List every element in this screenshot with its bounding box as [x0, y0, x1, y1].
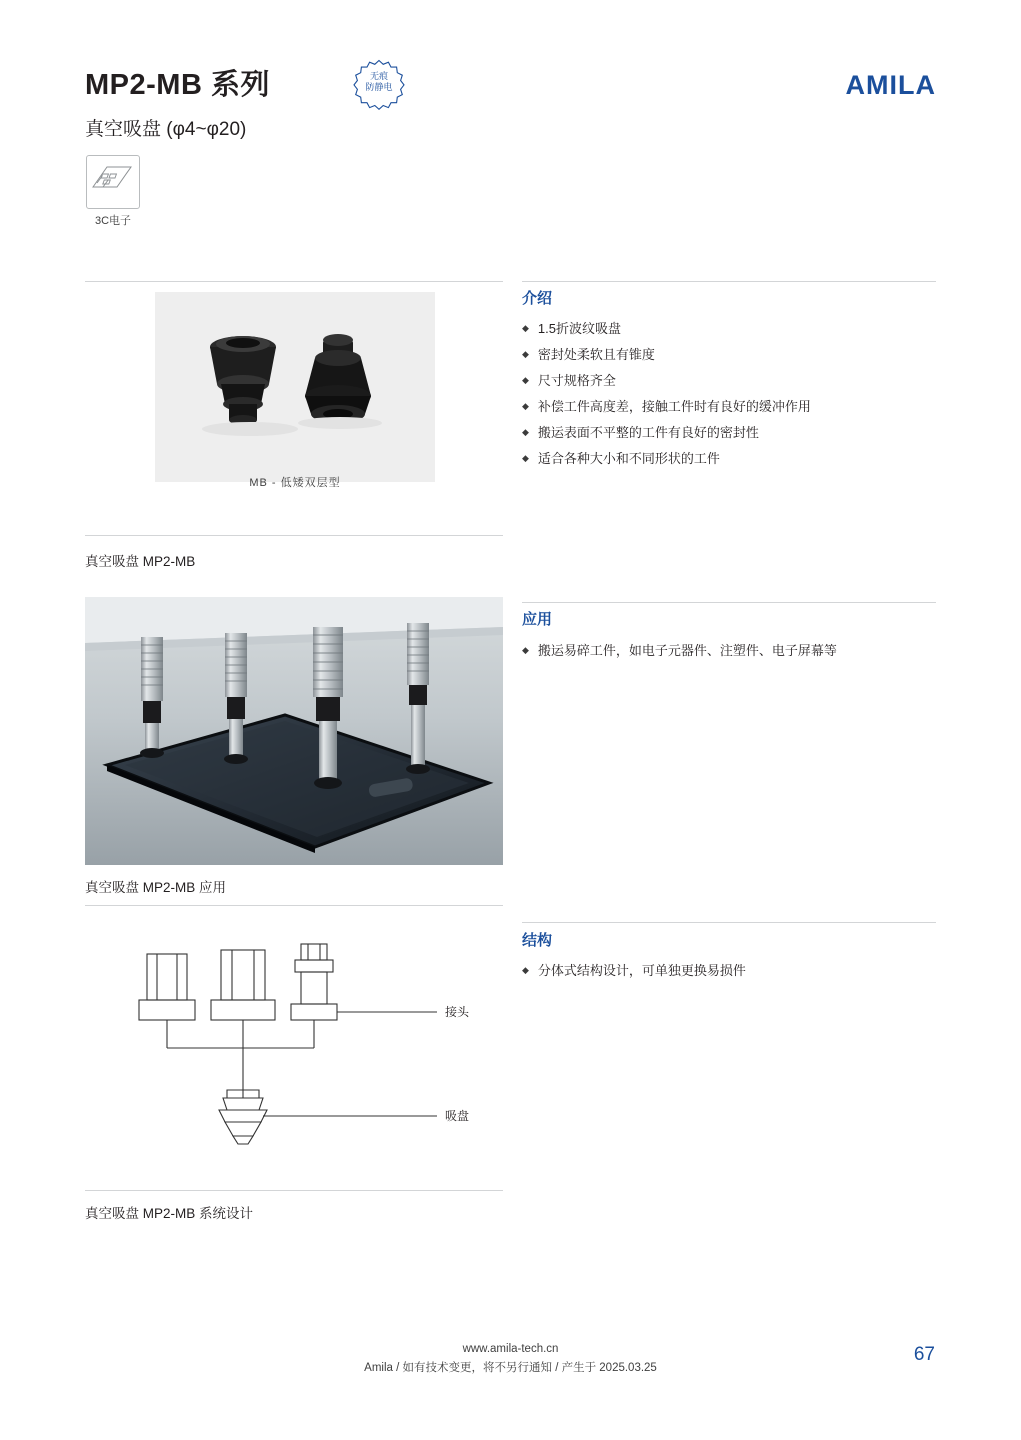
bullet-diamond-icon: ◆ [522, 323, 529, 333]
list-item-label: 搬运易碎工件，如电子元器件、注塑件、电子屏幕等 [537, 643, 837, 658]
bullet-diamond-icon: ◆ [522, 349, 529, 359]
section-list-application [522, 642, 942, 668]
footer-website: www.amila-tech.cn [462, 1343, 559, 1355]
figure1-inner-caption: MB - 低矮双层型 [249, 477, 341, 489]
section-title-application: 应用 [522, 611, 553, 628]
page-title: MP2-MB 系列 [85, 69, 270, 101]
application-photo-phone-handling [85, 597, 503, 865]
product-photo-suction-cups [155, 292, 435, 482]
divider-left-3 [85, 905, 503, 906]
divider-left-1 [85, 281, 503, 282]
page-subtitle: 真空吸盘 (φ4~φ20) [85, 119, 247, 140]
list-item [522, 962, 942, 979]
divider-right-1 [522, 281, 936, 282]
list-item [522, 372, 942, 389]
list-item-label: 密封处柔软且有锥度 [537, 347, 655, 362]
section-list-structure [522, 962, 942, 988]
list-item-label: 分体式结构设计，可单独更换易损件 [537, 963, 746, 978]
list-item [522, 398, 942, 415]
list-item-label: 补偿工件高度差，接触工件时有良好的缓冲作用 [537, 399, 811, 414]
bullet-diamond-icon: ◆ [522, 427, 529, 437]
list-item [522, 320, 942, 337]
list-item [522, 450, 942, 467]
divider-left-2 [85, 535, 503, 536]
bullet-diamond-icon: ◆ [522, 401, 529, 411]
category-label: 3C电子 [94, 215, 132, 227]
diagram-label-cup: 吸盘 [445, 1109, 470, 1123]
divider-left-4 [85, 1190, 503, 1191]
figure3-caption: 真空吸盘 MP2-MB 系统设计 [85, 1206, 254, 1221]
section-title-intro: 介绍 [522, 290, 553, 307]
bullet-diamond-icon: ◆ [522, 965, 529, 975]
list-item-label: 1.5折波纹吸盘 [537, 321, 621, 336]
badge-text: 无痕 防静电 [365, 71, 393, 92]
page-number: 67 [913, 1344, 935, 1365]
list-item-label: 尺寸规格齐全 [537, 373, 616, 388]
bullet-diamond-icon: ◆ [522, 375, 529, 385]
bullet-diamond-icon: ◆ [522, 453, 529, 463]
list-item-label: 搬运表面不平整的工件有良好的密封性 [537, 425, 759, 440]
figure2-caption: 真空吸盘 MP2-MB 应用 [85, 880, 227, 895]
divider-right-3 [522, 922, 936, 923]
section-list-intro [522, 320, 942, 476]
chip-tray-icon [86, 155, 140, 209]
divider-right-2 [522, 602, 936, 603]
system-design-diagram [85, 930, 503, 1170]
bullet-diamond-icon: ◆ [522, 645, 529, 655]
starburst-badge-icon [350, 58, 408, 116]
list-item [522, 424, 942, 441]
section-title-structure: 结构 [522, 932, 553, 949]
page-footer [0, 1340, 1021, 1378]
list-item-label: 适合各种大小和不同形状的工件 [537, 451, 720, 466]
page-header [0, 0, 1021, 227]
diagram-label-connector: 接头 [445, 1005, 470, 1019]
list-item [522, 642, 942, 659]
figure1-caption: 真空吸盘 MP2-MB [85, 554, 196, 569]
footer-legal: Amila / 如有技术变更，将不另行通知 / 产生于 2025.03.25 [364, 1362, 657, 1374]
brand-logo: AMILA [845, 70, 936, 100]
list-item [522, 346, 942, 363]
